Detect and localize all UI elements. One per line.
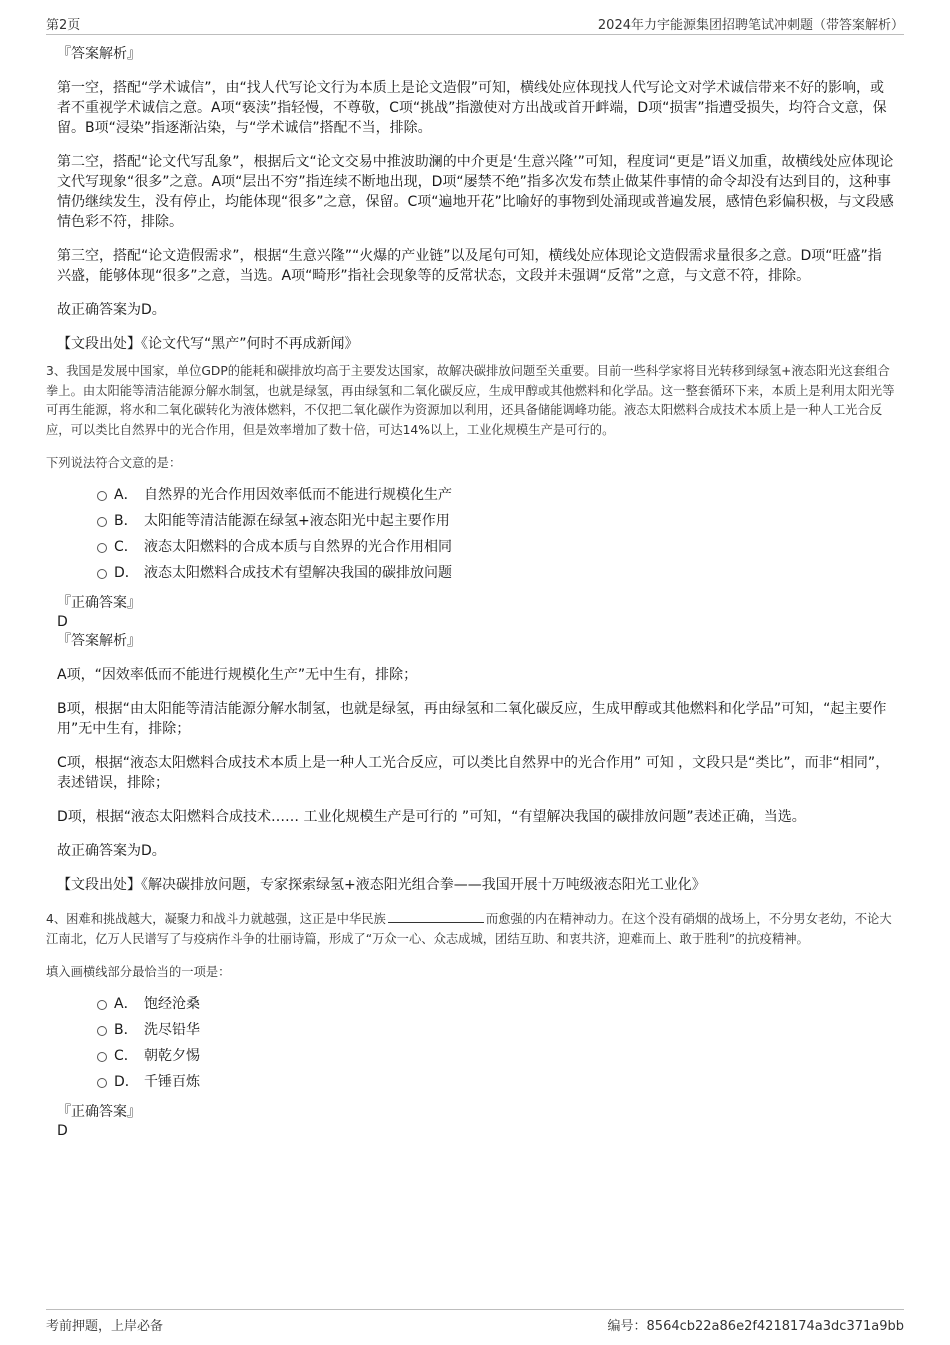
fill-blank [388, 909, 484, 923]
option-c[interactable]: C． 朝乾夕惕 [46, 1043, 904, 1069]
correct-answer-tag: 『正确答案』 [57, 594, 141, 611]
analysis-paragraph: B项，根据“由太阳能等清洁能源分解水制氢，也就是绿氢，再由绿氢和二氧化碳反应，生成甲醇或其他燃料和化学品”可知，“起主要作用”无中生有，排除； [57, 700, 887, 737]
question-4-prompt: 填入画横线部分最恰当的一项是： [46, 965, 231, 980]
option-b[interactable]: B． 洗尽铅华 [46, 1017, 904, 1043]
radio-button[interactable] [97, 1000, 107, 1010]
analysis-paragraph: 第一空，搭配“学术诚信”，由“找人代写论文行为本质上是论文造假”可知，横线处应体现找人代写论文对学术诚信带来不好的影响，或者不重视学术诚信之意。A项“亵渎”指轻慢，不尊敬，C项“挑战”指激使对方出战或首开衅端，D项“损害”指遭受损失，均符合文意，保留。B项“浸染”指逐渐沾染，与“学术诚信”搭配不当，排除。 [57, 80, 887, 136]
page-number: 第2页 [46, 18, 81, 33]
answer-conclusion: 故正确答案为D。 [57, 302, 166, 318]
radio-button[interactable] [97, 517, 107, 527]
question-3-options [46, 482, 904, 586]
analysis-tag: 『答案解析』 [57, 46, 141, 62]
source-label: 【文段出处】 [57, 336, 141, 352]
analysis-tag: 『答案解析』 [57, 632, 141, 649]
analysis-paragraph: A项，“因效率低而不能进行规模化生产”无中生有，排除； [57, 666, 418, 683]
correct-answer-tag: 『正确答案』 [57, 1103, 141, 1120]
question-3-text: 3、我国是发展中国家，单位GDP的能耗和碳排放均高于主要发达国家，故解决碳排放问题至关重要。目前一些科学家将目光转移到绿氢+液态阳光这套组合拳上。由太阳能等清洁能源分解水制氢，也就是绿氢，再由绿氢和二氧化碳反应，生成甲醇或其他燃料和化学品。这一整套循环下来，本质上是利用太阳光等可再生能源，将水和二氧化碳转化为液体燃料，不仅把二氧化碳作为资源加以利用，还具备储能调峰功能。液态太阳燃料合成技术本质上是一种人工光合反应，可以类比自然界中的光合作用，但是效率增加了数十倍，可达14%以上，工业化规模生产是可行的。 [46, 364, 895, 437]
radio-button[interactable] [97, 1078, 107, 1088]
source-title: 《解决碳排放问题，专家探索绿氢+液态阳光组合拳——我国开展十万吨级液态阳光工业化》 [141, 876, 706, 893]
question-4-options [46, 991, 904, 1095]
correct-answer: D [57, 1122, 68, 1139]
analysis-paragraph: 第二空，搭配“论文代写乱象”，根据后文“论文交易中推波助澜的中介更是‘生意兴隆’”可知，程度词“更是”语义加重，故横线处应体现论文代写现象“很多”之意。A项“层出不穷”指连续不断地出现，D项“屡禁不绝”指多次发布禁止做某件事情的命令却没有达到目的，这种事情仍继续发生，没有停止，均能体现“很多”之意，保留。C项“遍地开花”比喻好的事物到处涌现或普遍发展，感情色彩偏积极，与文段感情色彩不符，排除。 [57, 154, 894, 230]
source-line [46, 334, 904, 354]
radio-button[interactable] [97, 491, 107, 501]
correct-answer: D [57, 613, 68, 630]
option-b[interactable]: B． 太阳能等清洁能源在绿氢+液态阳光中起主要作用 [46, 508, 904, 534]
option-c[interactable]: C． 液态太阳燃料的合成本质与自然界的光合作用相同 [46, 534, 904, 560]
option-d[interactable]: D． 液态太阳燃料合成技术有望解决我国的碳排放问题 [46, 560, 904, 586]
radio-button[interactable] [97, 543, 107, 553]
source-title: 《论文代写“黑产”何时不再成新闻》 [141, 336, 359, 352]
footer-serial: 编号：8564cb22a86e2f4218174a3dc371a9bb [607, 1319, 904, 1334]
question-4-text: 4、困难和挑战越大，凝聚力和战斗力就越强，这正是中华民族 而愈强的内在精神动力。在这个没有硝烟的战场上，不分男女老幼，不论大江南北，亿万人民谱写了与疫病作斗争的壮丽诗篇，形成了“万众一心、众志成城，团结互助、和衷共济，迎难而上、敢于胜利”的抗疫精神。 [46, 909, 904, 949]
option-a[interactable]: A． 饱经沧桑 [46, 991, 904, 1017]
option-d[interactable]: D． 千锤百炼 [46, 1069, 904, 1095]
document-title: 2024年力宇能源集团招聘笔试冲刺题（带答案解析） [597, 18, 904, 33]
page-footer [46, 1309, 904, 1336]
radio-button[interactable] [97, 1026, 107, 1036]
option-a[interactable]: A． 自然界的光合作用因效率低而不能进行规模化生产 [46, 482, 904, 508]
page-content [46, 44, 904, 1141]
analysis-paragraph: 第三空，搭配“论文造假需求”，根据“生意兴隆”“火爆的产业链”以及尾句可知，横线处应体现论文造假需求量很多之意。D项“旺盛”指兴盛，能够体现“很多”之意，当选。A项“畸形”指社会现象等的反常状态，文段并未强调“反常”之意，与文意不符，排除。 [57, 248, 882, 284]
source-line [46, 875, 904, 895]
radio-button[interactable] [97, 569, 107, 579]
radio-button[interactable] [97, 1052, 107, 1062]
question-3-prompt: 下列说法符合文意的是： [46, 456, 182, 471]
source-label: 【文段出处】 [57, 876, 141, 893]
page-header [46, 12, 904, 35]
analysis-paragraph: C项，根据“液态太阳燃料合成技术本质上是一种人工光合反应，可以类比自然界中的光合作用” 可知 ，文段只是“类比”，而非“相同”，表述错误，排除； [57, 754, 890, 791]
footer-slogan: 考前押题，上岸必备 [46, 1319, 164, 1334]
analysis-paragraph: D项，根据“液态太阳燃料合成技术…… 工业化规模生产是可行的 ”可知，“有望解决我国的碳排放问题”表述正确，当选。 [57, 808, 806, 825]
answer-conclusion: 故正确答案为D。 [57, 842, 166, 859]
